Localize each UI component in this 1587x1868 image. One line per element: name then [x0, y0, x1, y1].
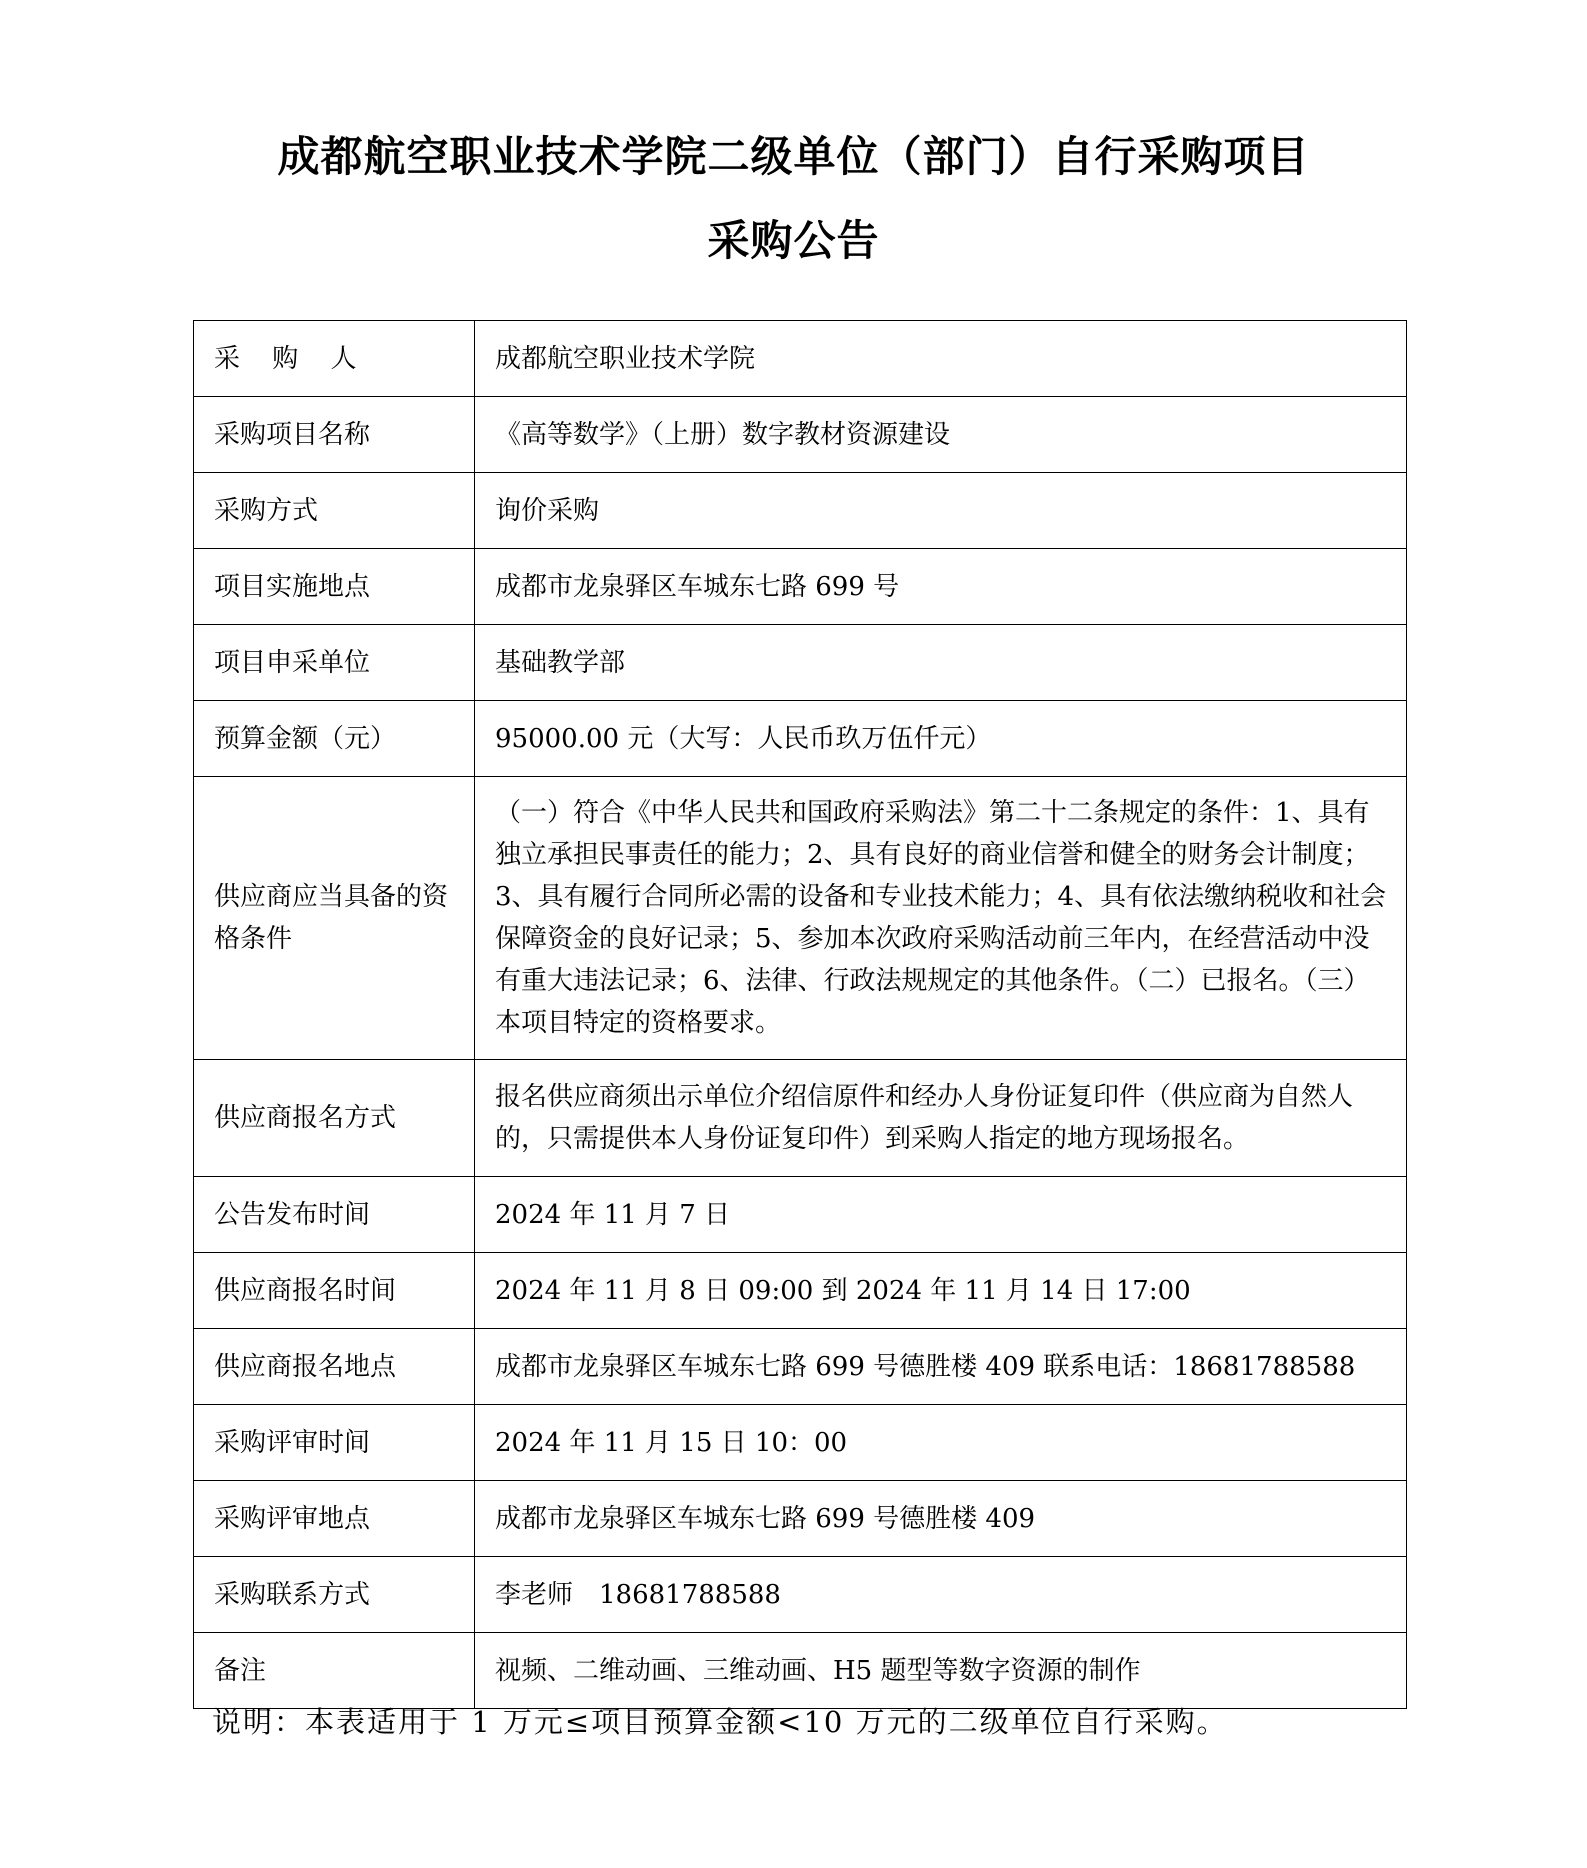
row-label: 公告发布时间: [194, 1177, 475, 1253]
row-value: 成都市龙泉驿区车城东七路 699 号德胜楼 409: [475, 1481, 1407, 1557]
row-label: 采购方式: [194, 473, 475, 549]
row-label: 供应商应当具备的资格条件: [194, 777, 475, 1060]
row-value: 成都市龙泉驿区车城东七路 699 号德胜楼 409 联系电话：18681788588: [475, 1329, 1407, 1405]
footnote: 说明：本表适用于 1 万元≤项目预算金额<10 万元的二级单位自行采购。: [212, 1705, 1228, 1739]
row-label: 采购项目名称: [194, 397, 475, 473]
row-value: 成都市龙泉驿区车城东七路 699 号: [475, 549, 1407, 625]
table-row-remarks: [194, 1633, 1407, 1709]
row-value: （一）符合《中华人民共和国政府采购法》第二十二条规定的条件：1、具有独立承担民事责任的能力；2、具有良好的商业信誉和健全的财务会计制度；3、具有履行合同所必需的设备和专业技术能力；4、具有依法缴纳税收和社会保障资金的良好记录；5、参加本次政府采购活动前三年内，在经营活动中没有重大违法记录；6、法律、行政法规规定的其他条件。（二）已报名。（三）本项目特定的资格要求。: [475, 777, 1407, 1060]
table-row-review-time: [194, 1405, 1407, 1481]
document-subtitle: 采购公告: [707, 216, 880, 265]
row-value: 基础教学部: [475, 625, 1407, 701]
row-label: 供应商报名时间: [194, 1253, 475, 1329]
table-row-budget: [194, 701, 1407, 777]
procurement-info-table: [193, 320, 1407, 1709]
row-label: 项目申采单位: [194, 625, 475, 701]
table-row-purchaser: [194, 321, 1407, 397]
row-value: 95000.00 元（大写：人民币玖万伍仟元）: [475, 701, 1407, 777]
document-title: 成都航空职业技术学院二级单位（部门）自行采购项目: [277, 132, 1310, 181]
table-row-project-name: [194, 397, 1407, 473]
table-row-applying-unit: [194, 625, 1407, 701]
table-row-registration-place: [194, 1329, 1407, 1405]
row-label: 采购评审时间: [194, 1405, 475, 1481]
row-label: 供应商报名地点: [194, 1329, 475, 1405]
row-label: 备注: [194, 1633, 475, 1709]
row-label: 采购评审地点: [194, 1481, 475, 1557]
row-value: 报名供应商须出示单位介绍信原件和经办人身份证复印件（供应商为自然人的，只需提供本人身份证复印件）到采购人指定的地方现场报名。: [475, 1060, 1407, 1177]
table-row-registration-time: [194, 1253, 1407, 1329]
table-row-publish-date: [194, 1177, 1407, 1253]
table-row-registration-method: [194, 1060, 1407, 1177]
row-value: 成都航空职业技术学院: [475, 321, 1407, 397]
row-value: 询价采购: [475, 473, 1407, 549]
row-label: 项目实施地点: [194, 549, 475, 625]
table-row-contact: [194, 1557, 1407, 1633]
row-label: 预算金额（元）: [194, 701, 475, 777]
row-value: 2024 年 11 月 7 日: [475, 1177, 1407, 1253]
row-label: 供应商报名方式: [194, 1060, 475, 1177]
row-value: 视频、二维动画、三维动画、H5 题型等数字资源的制作: [475, 1633, 1407, 1709]
row-label: 采购联系方式: [194, 1557, 475, 1633]
table-row-qualifications: [194, 777, 1407, 1060]
row-value: 李老师 18681788588: [475, 1557, 1407, 1633]
row-value: 2024 年 11 月 15 日 10：00: [475, 1405, 1407, 1481]
table-row-project-location: [194, 549, 1407, 625]
row-value: 《高等数学》（上册）数字教材资源建设: [475, 397, 1407, 473]
row-label: 采 购 人: [194, 321, 475, 397]
table-row-procurement-method: [194, 473, 1407, 549]
row-value: 2024 年 11 月 8 日 09:00 到 2024 年 11 月 14 日 17:00: [475, 1253, 1407, 1329]
table-row-review-place: [194, 1481, 1407, 1557]
